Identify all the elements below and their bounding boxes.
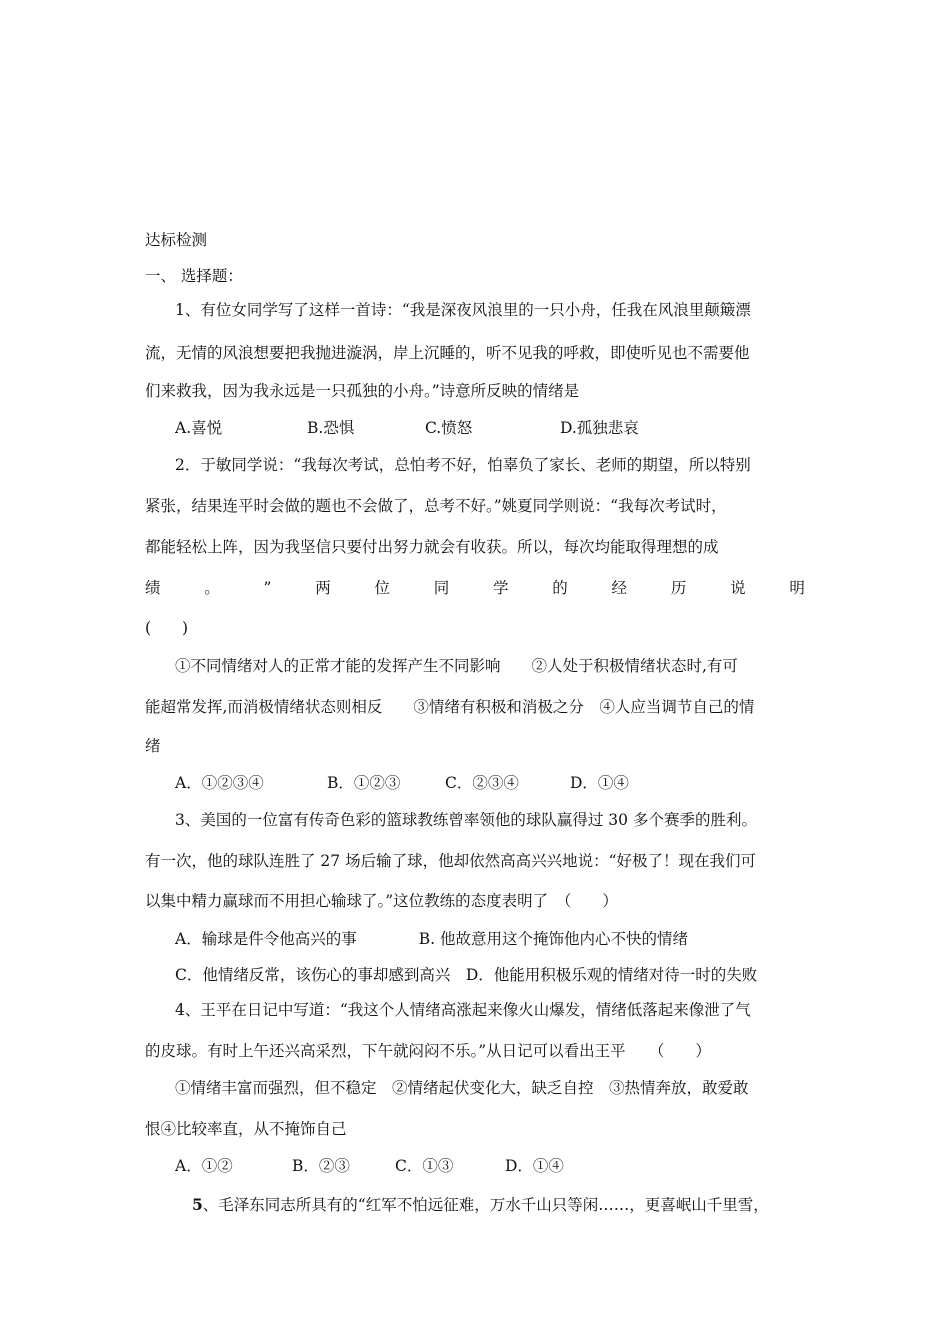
q1-line-2: 流，无情的风浪想要把我抛进漩涡，岸上沉睡的，听不见我的呼救，即使听见也不需要他 [145, 344, 750, 362]
q3-line-2: 有一次，他的球队连胜了 27 场后输了球，他却依然高高兴兴地说：“好极了！现在我们可 [145, 852, 757, 870]
q2-option-a: A．①②③④ [175, 774, 264, 792]
q2-line-2: 紧张，结果连平时会做的题也不会做了，总考不好。”姚夏同学则说：“我每次考试时， [145, 497, 727, 515]
q3-options-1: A．输球是件令他高兴的事 B. 他故意用这个掩饰他内心不快的情绪 [175, 930, 688, 948]
q2-options [175, 773, 815, 795]
q3-options-2: C．他情绪反常，该伤心的事却感到高兴 D．他能用积极乐观的情绪对待一时的失败 [175, 966, 758, 984]
q4-line-2: 的皮球。有时上午还兴高采烈，下午就闷闷不乐。”从日记可以看出王平 （ ） [145, 1042, 711, 1060]
q2-statement-1: ①不同情绪对人的正常才能的发挥产生不同影响 ②人处于积极情绪状态时,有可 [175, 657, 738, 675]
q2-word-8: 的 [552, 579, 568, 597]
q1-option-b: B.恐惧 [307, 419, 355, 437]
q5-number: 5 [192, 1195, 203, 1214]
q1-options [175, 418, 815, 440]
q3-line-1: 3、美国的一位富有传奇色彩的篮球教练曾率领他的球队赢得过 30 多个赛季的胜利。 [175, 811, 757, 829]
q4-option-c: C．①③ [395, 1157, 454, 1175]
section-title: 达标检测 [145, 231, 208, 249]
q2-bracket: ( ) [145, 619, 189, 637]
q2-word-11: 说 [730, 579, 746, 597]
q1-line-3: 们来救我，因为我永远是一只孤独的小舟。”诗意所反映的情绪是 [145, 382, 580, 400]
q5-line-1 [192, 1195, 822, 1217]
q2-word-7: 学 [493, 579, 509, 597]
q1-line-1: 1、有位女同学写了这样一首诗：“我是深夜风浪里的一只小舟，任我在风浪里颠簸漂 [175, 301, 751, 319]
q2-word-10: 历 [670, 579, 687, 597]
q2-word-1: 绩 [145, 579, 161, 597]
q4-option-a: A．①② [175, 1157, 233, 1175]
q2-statement-2: 能超常发挥,而消极情绪状态则相反 ③情绪有积极和消极之分 ④人应当调节自己的情 [145, 698, 755, 716]
q4-statement-1: ①情绪丰富而强烈，但不稳定 ②情绪起伏变化大，缺乏自控 ③热情奔放，敢爱敢 [175, 1079, 749, 1097]
q4-option-b: B．②③ [292, 1157, 350, 1175]
q4-option-d: D．①④ [505, 1157, 564, 1175]
q2-option-c: C．②③④ [445, 774, 519, 792]
q2-word-3: ” [263, 579, 272, 597]
q5-text: 、毛泽东同志所具有的“红军不怕远征难，万水千山只等闲……，更喜岷山千里雪， [202, 1196, 769, 1214]
q4-options [175, 1156, 815, 1178]
q2-word-2: 。 [204, 579, 220, 597]
q2-option-b: B．①②③ [327, 774, 401, 792]
q2-word-9: 经 [611, 579, 628, 597]
q2-word-6: 同 [433, 579, 450, 597]
q4-statement-2: 恨④比较率直，从不掩饰自己 [145, 1120, 347, 1138]
q2-line-1: 2．于敏同学说：“我每次考试，总怕考不好，怕辜负了家长、老师的期望，所以特别 [175, 456, 751, 474]
q2-line-4 [145, 578, 805, 600]
q1-option-d: D.孤独悲哀 [560, 419, 639, 437]
q2-statement-3: 绪 [145, 737, 161, 755]
q2-option-d: D．①④ [570, 774, 629, 792]
part-heading: 一、 选择题： [145, 267, 243, 285]
q1-option-a: A.喜悦 [175, 419, 223, 437]
q2-word-4: 两 [315, 579, 331, 597]
q4-line-1: 4、王平在日记中写道：“我这个人情绪高涨起来像火山爆发，情绪低落起来像泄了气 [175, 1001, 751, 1019]
q2-line-3: 都能轻松上阵，因为我坚信只要付出努力就会有收获。所以，每次均能取得理想的成 [145, 538, 719, 556]
q1-option-c: C.愤怒 [425, 419, 473, 437]
q2-word-5: 位 [374, 579, 390, 597]
q2-word-12: 明 [789, 579, 805, 597]
q3-line-3: 以集中精力赢球而不用担心输球了。”这位教练的态度表明了 （ ） [145, 892, 618, 910]
